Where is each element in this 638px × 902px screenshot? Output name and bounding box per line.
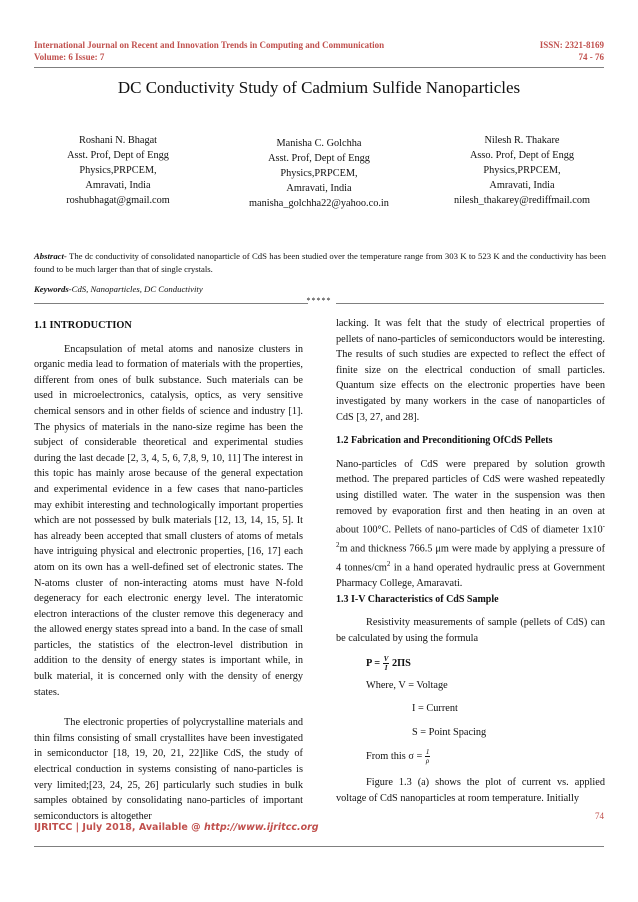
figure-paragraph: Figure 1.3 (a) shows the plot of current vs. applied voltage of CdS nanoparticles at room temperature. Initially [336,777,605,804]
author-position: Asst. Prof, Dept of Engg [268,153,370,164]
sigma-denominator: ρ [425,757,430,766]
section-heading-introduction: 1.1 INTRODUCTION [34,320,132,331]
author-dept: Physics,PRPCEM, [483,165,561,176]
journal-volume: Volume: 6 Issue: 7 [34,52,105,62]
abstract-text: The dc conductivity of consolidated nanoparticle of CdS has been studied over the temperature range from 303 K to 523 K and the conductivity has been found to be much larger than that of single crystals. [34,251,606,274]
author-block [440,133,604,208]
author-location: Amravati, India [286,183,352,194]
author-location: Amravati, India [489,180,555,191]
separator-stars: ***** [306,296,332,305]
intro-paragraph-continued: lacking. It was felt that the study of electrical properties of pellets of nano-particles of semiconductors would be interesting. The results of such studies are expected to reflect the effect of finite size on the electrical conduction of small particles. Quantum size effects on the electronic properties have been investigated by many workers in the case of nanoparticles of CdS [3, 27, and 28]. [336,318,605,423]
author-block [48,133,188,208]
intro-paragraph-2: The electronic properties of polycrystalline materials and thin films consisting of small crystallites have been investigated in semiconductor [18, 19, 20, 21, 22]like CdS, the study of electrical conduction in systems consisting of nano-particles is very limited;[23, 24, 25, 26] particularly such studies in bulk samples obtained by consolidating nano-particles of important semiconductors is altogether [34,717,303,822]
resistivity-formula [336,655,605,672]
fabrication-text-b: m and thickness 766.5 μm were made by applying a pressure of 4 tonnes/cm [336,543,605,574]
header-rule [34,67,604,68]
paper-title: DC Conductivity Study of Cadmium Sulfide Nanoparticles [117,78,521,97]
abstract [34,250,606,276]
fabrication-paragraph [336,457,605,592]
author-location: Amravati, India [85,180,151,191]
left-column [34,318,303,824]
author-name: Roshani N. Bhagat [78,135,158,146]
fabrication-sup-1: -2 [336,522,605,550]
author-name: Nilesh R. Thakare [484,135,560,146]
author-position: Asst. Prof, Dept of Engg [67,150,169,161]
formula-denominator: I [384,663,388,672]
fabrication-sup-2: 2 [386,560,391,569]
formula-lhs: P = [366,657,383,669]
iv-paragraph: Resistivity measurements of sample (pellets of CdS) can be calculated by using the formula [336,617,605,644]
author-dept: Physics,PRPCEM, [280,168,358,179]
keywords [34,283,203,295]
intro-paragraph-1: Encapsulation of metal atoms and nanosize clusters in organic media lead to formation of materials with the properties, different from ones of bulk substance. Such materials can be used in microelectronics, catalysis, optics, as very sensitive chemical sensors and in other fields of science and industry [1]. The physics of materials in the nano-size regime has been the subject of considerable theoretical and experimental studies during the last decade [2, 3, 4, 5, 6, 7,8, 9, 10, 11] The interest in this topic has mainly arose because of the general expectation and experimental evidence in a few cases that nano-particles may exhibit interesting and technologically important properties which are not possessed by bulk materials [12, 13, 14, 15, 5]. It has already been accepted that small clusters of atoms of metals have intriguing physical and electronic properties, [16, 17] each atom on its own has a well-defined set of electronic states. The N-atoms cluster of non-interacting atoms must have N-fold degeneracy for each electronic energy level. The interatomic electron interactions of the cluster remove this degeneracy and the allowed energy states spread into a band. In the case of small particles, the statistics of the electron-level distribution in addition to the density of energy states is important while, in bulk material, it is concerned only with the density of energy states. [34,343,303,698]
author-block [238,136,400,211]
author-position: Asso. Prof, Dept of Engg [469,150,575,161]
fabrication-text-c: in a hand operated hydraulic press at Government Pharmacy College, Amaravati. [336,562,605,590]
section-heading-iv: 1.3 I-V Characteristics of CdS Sample [336,593,499,605]
author-email[interactable]: nilesh_thakarey@rediffmail.com [454,195,590,206]
author-email[interactable]: manisha_golchha22@yahoo.co.in [249,198,389,209]
formula-rhs: 2ΠS [389,657,411,669]
sigma-numerator: 1 [425,748,430,757]
keywords-label: Keywords [34,284,69,294]
footer-rule [34,846,604,847]
conductivity-text: From this σ = [366,751,425,763]
section-heading-fabrication: 1.2 Fabrication and Preconditioning OfCdS Pellets [336,435,553,447]
definition-spacing: S = Point Spacing [412,726,487,738]
keywords-text: -CdS, Nanoparticles, DC Conductivity [68,284,203,294]
abstract-label: Abstract- [34,251,67,261]
conductivity-formula [336,748,605,765]
right-column [336,316,605,807]
separator-rule-right [336,303,604,304]
footer-prefix: IJRITCC | July 2018, Available @ [34,822,204,833]
footer-link[interactable]: http://www.ijritcc.org [204,822,319,833]
fabrication-text-a: Nano-particles of CdS were prepared by solution growth method. The prepared particles of CdS were washed repeatedly using distilled water. The water in the suspension was then removed by evaporation first and then heating in an oven at about 100°C. Pellets of nano-particles of CdS of diameter 1x10 [336,458,605,536]
definition-current: I = Current [412,703,458,715]
conductivity-fraction [425,748,431,765]
journal-name: International Journal on Recent and Innovation Trends in Computing and Communication [34,40,385,50]
journal-issn: ISSN: 2321-8169 [539,40,604,50]
page-number: 74 [595,811,604,821]
journal-pages: 74 - 76 [578,52,604,62]
author-dept: Physics,PRPCEM, [79,165,157,176]
author-name: Manisha C. Golchha [276,138,362,149]
author-email[interactable]: roshubhagat@gmail.com [66,195,170,206]
footer-text [34,822,319,833]
formula-numerator: V [383,654,389,663]
definition-voltage: Where, V = Voltage [366,679,448,691]
